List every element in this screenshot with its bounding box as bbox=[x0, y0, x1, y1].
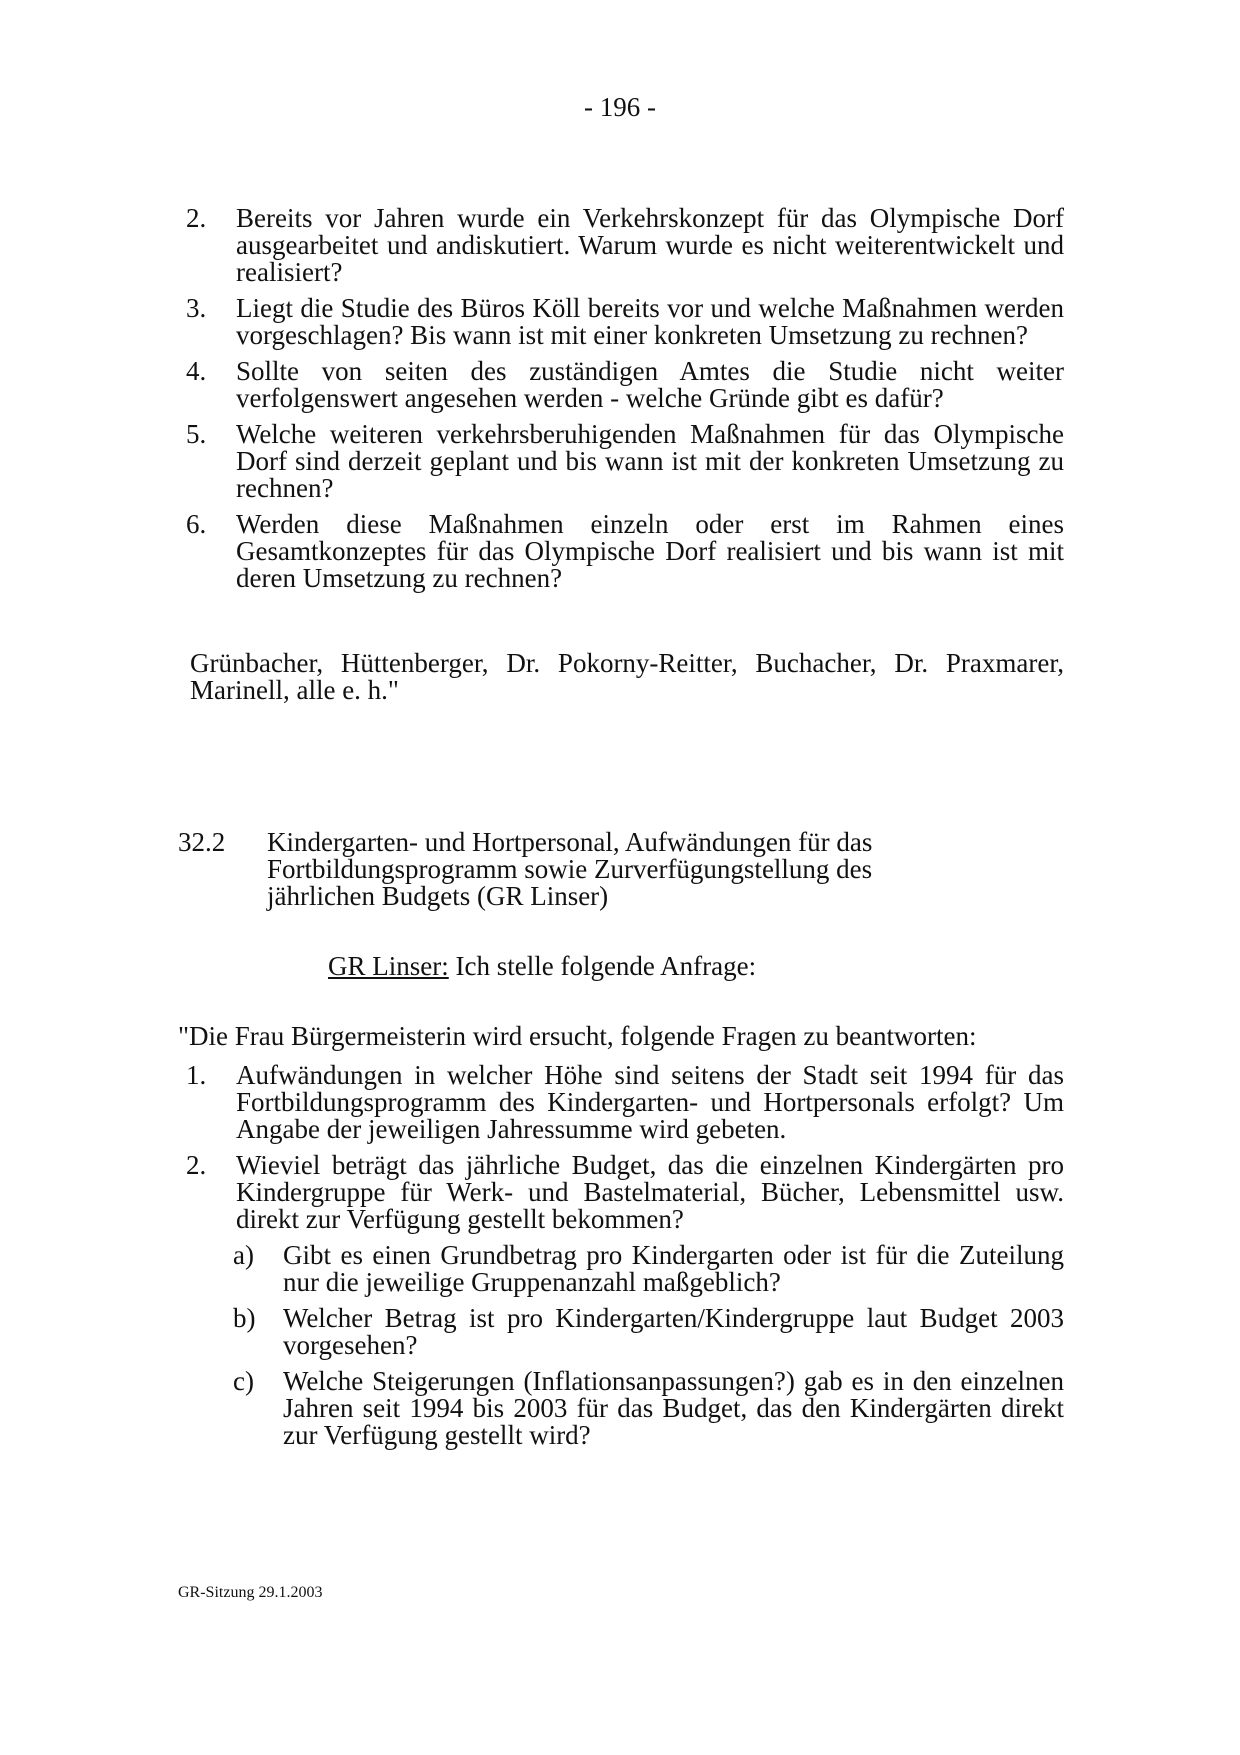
item-text: Bereits vor Jahren wurde ein Verkehrskonzept für das Olympische Dorf ausgearbeitet und andiskutiert. Warum wurde es nicht weiterentwickelt und realisiert? bbox=[236, 203, 1064, 287]
item-text: Sollte von seiten des zuständigen Amtes die Studie nicht weiter verfolgenswert angesehen werden - welche Gründe gibt es dafür? bbox=[236, 356, 1064, 413]
sub-item bbox=[233, 1305, 1064, 1359]
page-number: - 196 - bbox=[584, 92, 656, 122]
intro-text: "Die Frau Bürgermeisterin wird ersucht, folgende Fragen zu beantworten: bbox=[178, 1021, 977, 1051]
sub-item bbox=[233, 1368, 1064, 1449]
speaker-line bbox=[328, 953, 756, 980]
sub-label: c) bbox=[233, 1366, 254, 1396]
question-list-part2 bbox=[186, 1062, 1064, 1458]
section-number: 32.2 bbox=[178, 827, 226, 857]
speaker-text: Ich stelle folgende Anfrage: bbox=[448, 951, 757, 981]
item-number: 2. bbox=[186, 203, 207, 233]
sub-text: Welche Steigerungen (Inflationsanpassungen?) gab es in den einzelnen Jahren seit 1994 bis 2003 für das Budget, das den Kindergärten direkt zur Verfügung gestellt wird? bbox=[283, 1366, 1064, 1450]
list-item bbox=[186, 511, 1064, 592]
sub-text: Welcher Betrag ist pro Kindergarten/Kindergruppe laut Budget 2003 vorgesehen? bbox=[283, 1303, 1064, 1360]
item-number: 1. bbox=[186, 1060, 207, 1090]
item-number: 5. bbox=[186, 419, 207, 449]
sub-label: a) bbox=[233, 1240, 254, 1270]
list-item bbox=[186, 421, 1064, 502]
sub-text: Gibt es einen Grundbetrag pro Kindergarten oder ist für die Zuteilung nur die jeweilige Gruppenanzahl maßgeblich? bbox=[283, 1240, 1064, 1297]
list-item bbox=[186, 358, 1064, 412]
item-text: Liegt die Studie des Büros Köll bereits vor und welche Maßnahmen werden vorgeschlagen? Bis wann ist mit einer konkreten Umsetzung zu rechnen? bbox=[236, 293, 1064, 350]
item-number: 4. bbox=[186, 356, 207, 386]
item-text: Wieviel beträgt das jährliche Budget, das die einzelnen Kindergärten pro Kindergruppe für Werk- und Bastelmaterial, Bücher, Lebensmittel usw. direkt zur Verfügung gestellt bekommen? bbox=[236, 1150, 1064, 1234]
item-text: Werden diese Maßnahmen einzeln oder erst im Rahmen eines Gesamtkonzeptes für das Olympische Dorf realisiert und bis wann ist mit deren Umsetzung zu rechnen? bbox=[236, 509, 1064, 593]
item-text: Welche weiteren verkehrsberuhigenden Maßnahmen für das Olympische Dorf sind derzeit geplant und bis wann ist mit der konkreten Umsetzung zu rechnen? bbox=[236, 419, 1064, 503]
sub-item bbox=[233, 1242, 1064, 1296]
item-number: 6. bbox=[186, 509, 207, 539]
signatories: Grünbacher, Hüttenberger, Dr. Pokorny-Reitter, Buchacher, Dr. Praxmarer, Marinell, alle e. h." bbox=[190, 648, 1064, 705]
speaker-name: GR Linser: bbox=[328, 951, 449, 981]
item-number: 3. bbox=[186, 293, 207, 323]
subquestion-list bbox=[233, 1242, 1064, 1449]
list-item bbox=[186, 1152, 1064, 1449]
sub-label: b) bbox=[233, 1303, 256, 1333]
list-item bbox=[186, 1062, 1064, 1143]
list-item bbox=[186, 205, 1064, 286]
item-text: Aufwändungen in welcher Höhe sind seitens der Stadt seit 1994 für das Fortbildungsprogramm des Kindergarten- und Hortpersonals erfolgt? Um Angabe der jeweiligen Jahressumme wird gebeten. bbox=[236, 1060, 1064, 1144]
list-item bbox=[186, 295, 1064, 349]
footer: GR-Sitzung 29.1.2003 bbox=[178, 1584, 323, 1601]
section-title: Kindergarten- und Hortpersonal, Aufwändungen für das Fortbildungsprogramm sowie Zurverfügungstellung des jährlichen Budgets (GR Linser) bbox=[267, 827, 873, 911]
item-number: 2. bbox=[186, 1150, 207, 1180]
question-list-part1 bbox=[186, 205, 1064, 601]
